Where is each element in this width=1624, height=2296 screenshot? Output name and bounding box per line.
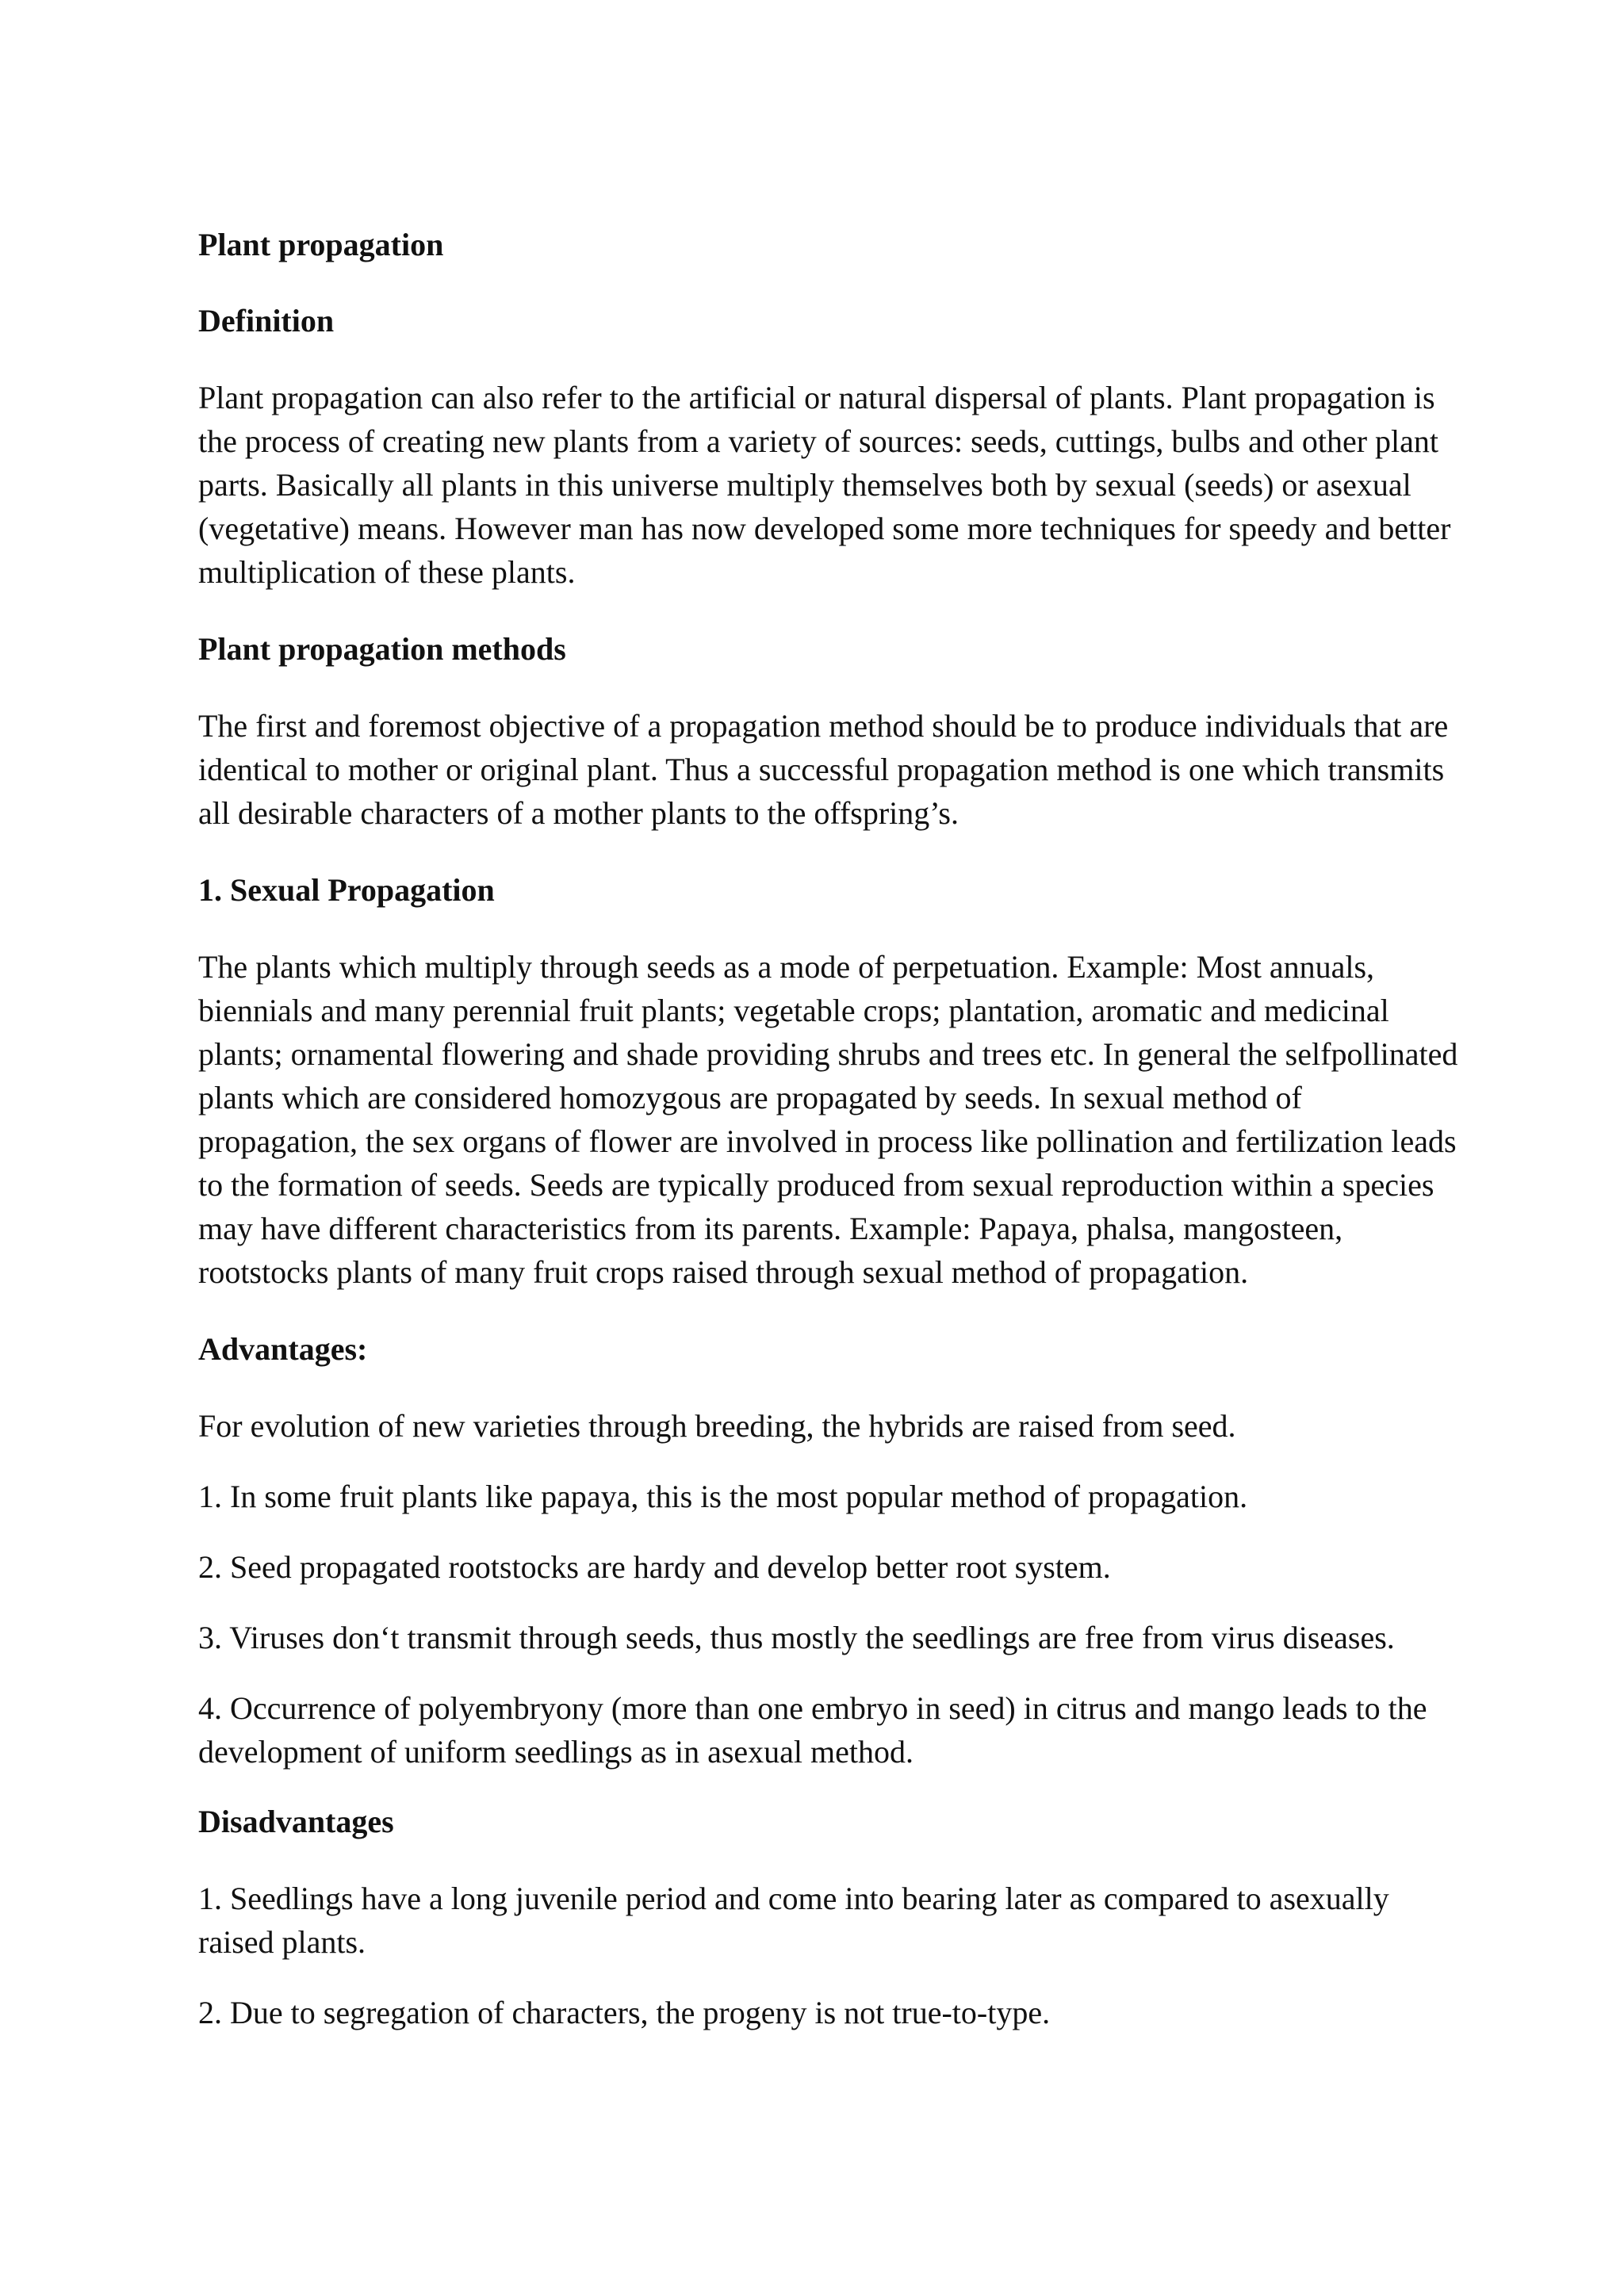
advantages-heading: Advantages: (198, 1331, 368, 1367)
advantage-item: 4. Occurrence of polyembryony (more than one embryo in seed) in citrus and mango leads to the development of uniform seedlings as in asexual method. (198, 1690, 1427, 1770)
methods-paragraph: The first and foremost objective of a propagation method should be to produce individuals that are identical to mother or original plant. Thus a successful propagation method is one which transmits all desirable characters of a mother plants to the offspring’s. (198, 708, 1449, 831)
disadvantages-heading: Disadvantages (198, 1804, 394, 1839)
advantage-item: 1. In some fruit plants like papaya, this is the most popular method of propagation. (198, 1479, 1248, 1514)
disadvantage-item: 2. Due to segregation of characters, the progeny is not true-to-type. (198, 1995, 1051, 2030)
advantages-intro: For evolution of new varieties through breeding, the hybrids are raised from seed. (198, 1408, 1236, 1444)
definition-heading: Definition (198, 303, 335, 339)
sexual-propagation-paragraph: The plants which multiply through seeds as a mode of perpetuation. Example: Most annuals, biennials and many perennial fruit plants; vegetable crops; plantation, aromatic and medicinal plants; ornamental flowering and shade providing shrubs and trees etc. In general the selfpollinated plants which are considered homozygous are propagated by seeds. In sexual method of propagation, the sex organs of flower are involved in process like pollination and fertilization leads to the formation of seeds. Seeds are typically produced from sexual reproduction within a species may have different characteristics from its parents. Example: Papaya, phalsa, mangosteen, rootstocks plants of many fruit crops raised through sexual method of propagation. (198, 949, 1458, 1290)
definition-paragraph: Plant propagation can also refer to the artificial or natural dispersal of plants. Plant propagation is the process of creating new plants from a variety of sources: seeds, cuttings, bulbs and other plant parts. Basically all plants in this universe multiply themselves both by sexual (seeds) or asexual (vegetative) means. However man has now developed some more techniques for speedy and better multiplication of these plants. (198, 380, 1451, 590)
document-title: Plant propagation (198, 227, 444, 262)
methods-heading: Plant propagation methods (198, 631, 566, 667)
disadvantage-item: 1. Seedlings have a long juvenile period and come into bearing later as compared to asexually raised plants. (198, 1881, 1389, 1960)
advantage-item: 2. Seed propagated rootstocks are hardy and develop better root system. (198, 1549, 1111, 1585)
document-body (198, 224, 1459, 2061)
sexual-propagation-heading: 1. Sexual Propagation (198, 872, 495, 908)
advantage-item: 3. Viruses don‘t transmit through seeds, thus mostly the seedlings are free from virus diseases. (198, 1620, 1395, 1655)
